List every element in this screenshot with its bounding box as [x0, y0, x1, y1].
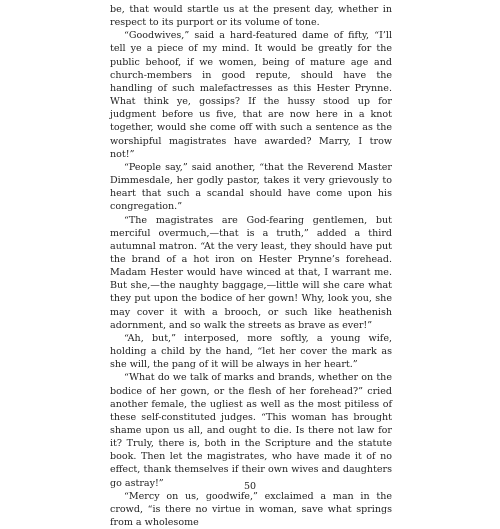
page-number: 50	[243, 481, 257, 492]
paragraph-marks-and-brands: “What do we talk of marks and brands, whether on the bodice of her gown, or the flesh of her forehead?” cried another female, the ugliest as well as the most pitiless of these self-constituted judges. “This woman has brought shame upon us all, and ought to die. Is there not law for it? Truly, there is, both in the Scripture and the statute book. Then let the magistrates, who have made it of no effect, thank themselves if their own wives and daughters go astray!”	[110, 372, 392, 489]
paragraph-goodwives: “Goodwives,” said a hard-featured dame of fifty, “I’ll tell ye a piece of my mind. It would be greatly for the public behoof, if we women, being of mature age and church-members in good repute, should have the handling of such malefactresses as this Hester Prynne. What think ye, gossips? If the hussy stood up for judgment before us five, that are now here in a knot together, would she come off with such a sentence as the worshipful magistrates have awarded? Marry, I trow not!”	[110, 30, 392, 160]
paragraph-magistrates: “The magistrates are God-fearing gentlemen, but merciful overmuch,—that is a truth,” added a third autumnal matron. “At the very least, they should have put the brand of a hot iron on Hester Prynne’s forehead. Madam Hester would have winced at that, I warrant me. But she,—the naughty baggage,—little will she care what they put upon the bodice of her gown! Why, look you, she may cover it with a brooch, or such like heathenish adornment, and so walk the streets as brave as ever!”	[110, 214, 392, 331]
paragraph-young-wife: “Ah, but,” interposed, more softly, a young wife, holding a child by the hand, “let her cover the mark as she will, the pang of it will be always in her heart.”	[110, 332, 392, 371]
paragraph-mercy-on-us: “Mercy on us, goodwife,” exclaimed a man in the crowd, “is there no virtue in woman, save what springs from a wholesome	[110, 490, 392, 529]
paragraph-people-say: “People say,” said another, “that the Reverend Master Dimmesdale, her godly pastor, takes it very grievously to heart that such a scandal should have come upon his congregation.”	[110, 161, 392, 213]
paragraph-continued: be, that would startle us at the present day, whether in respect to its purport or its volume of tone.	[110, 4, 392, 29]
body-text	[110, 3, 392, 529]
